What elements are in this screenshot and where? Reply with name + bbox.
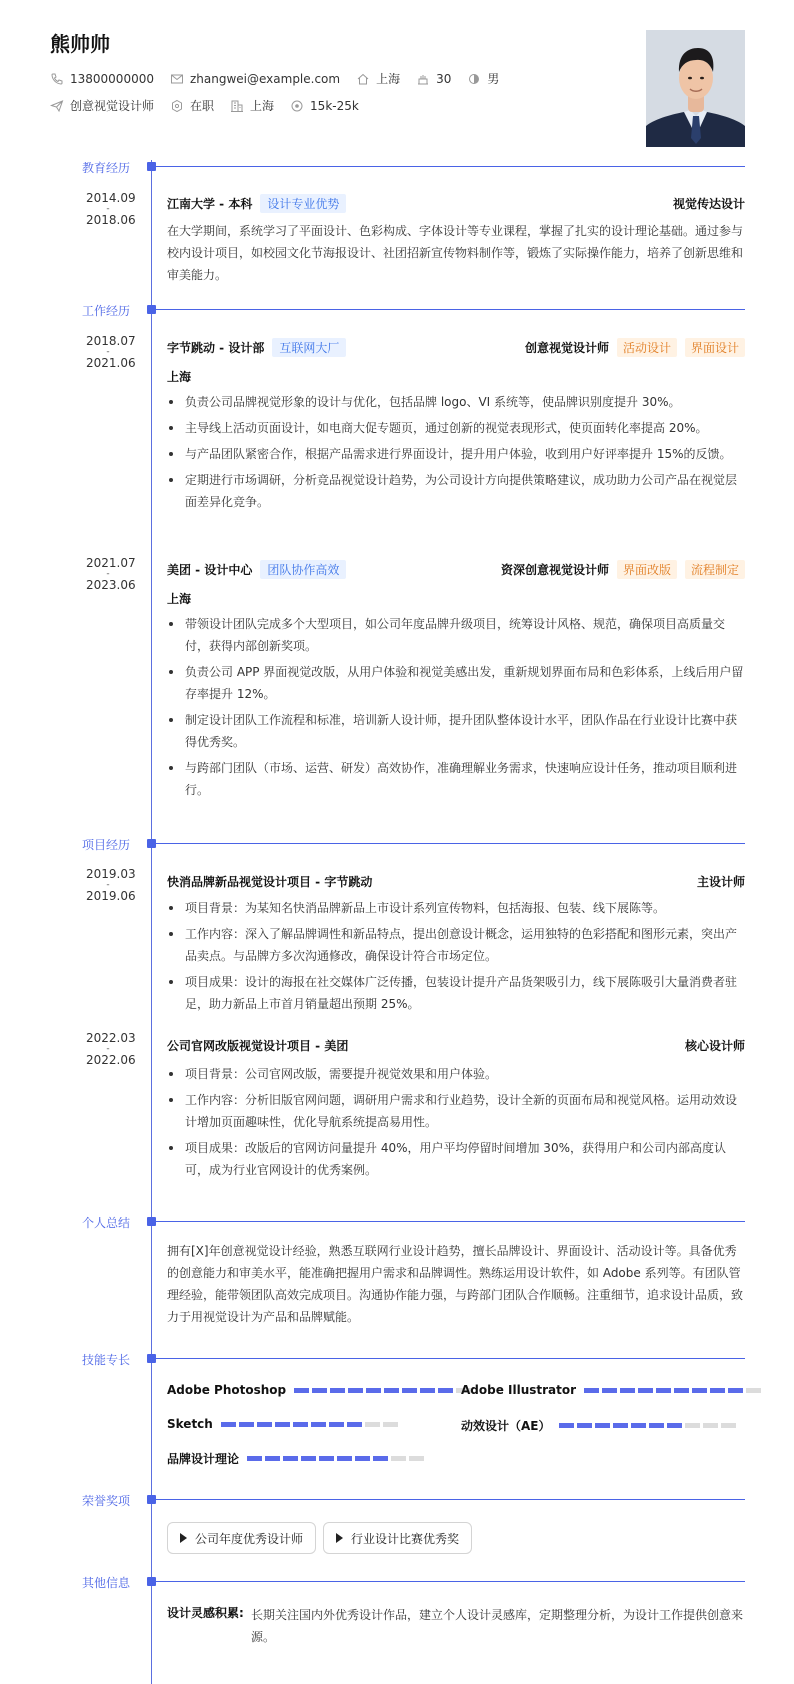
date-separator: - (106, 347, 110, 357)
candidate-name: 熊帅帅 (50, 32, 110, 56)
job-row (50, 97, 375, 114)
section-marker (147, 1577, 156, 1586)
school-name: 江南大学 - 本科 (167, 197, 253, 211)
section-divider (156, 1581, 745, 1582)
skill-level-segment (613, 1423, 628, 1428)
date-end: 2021.06 (86, 356, 136, 370)
section-divider (156, 309, 745, 310)
role-tag: 界面设计 (685, 338, 745, 357)
skill-level-segment (577, 1423, 592, 1428)
skill-level-segment (275, 1422, 290, 1427)
date-end: 2018.06 (86, 213, 136, 227)
work-date (86, 334, 136, 370)
work-city: 上海 (167, 370, 192, 384)
award-label: 公司年度优秀设计师 (195, 1531, 304, 1546)
skill-level-segment (438, 1388, 453, 1393)
date-end: 2022.06 (86, 1053, 136, 1067)
play-icon (336, 1533, 343, 1543)
list-item: 与产品团队紧密合作，根据产品需求进行界面设计，提升用户体验，收到用户好评率提升 15%的反馈。 (167, 443, 745, 465)
role-name: 创意视觉设计师 (524, 341, 609, 355)
skill-level-segment (365, 1422, 380, 1427)
list-item: 工作内容：深入了解品牌调性和新品特点，提出创意设计概念，运用独特的色彩搭配和图形元素，突出产品卖点。与品牌方多次沟通修改，确保设计符合市场定位。 (167, 923, 745, 967)
skill-level-segment (384, 1388, 399, 1393)
date-separator: - (106, 204, 110, 214)
section-marker (147, 839, 156, 848)
company-tag: 团队协作高效 (260, 560, 346, 579)
education-header (167, 194, 745, 213)
section-title-work: 工作经历 (82, 304, 131, 318)
skill-item (461, 1417, 739, 1434)
education-description: 在大学期间，系统学习了平面设计、色彩构成、字体设计等专业课程，掌握了扎实的设计理论基础。通过参与校内设计项目，如校园文化节海报设计、社团招新宣传物料制作等，锻炼了实际操作能力，培养了创新思维和审美能力。 (167, 224, 744, 282)
date-start: 2019.03 (86, 867, 136, 881)
list-item: 负责公司品牌视觉形象的设计与优化，包括品牌 logo、VI 系统等，使品牌识别度提升 30%。 (167, 391, 745, 413)
list-item: 项目成果：改版后的官网访问量提升 40%，用户平均停留时间增加 30%，获得用户和公司内部高度认可，成为行业官网设计的优秀案例。 (167, 1137, 745, 1181)
skill-level-segment (373, 1456, 388, 1461)
section-title-awards: 荣誉奖项 (82, 1494, 131, 1508)
phone-text: 13800000000 (70, 71, 154, 86)
date-separator: - (106, 880, 110, 890)
other-info-text: 长期关注国内外优秀设计作品，建立个人设计灵感库，定期整理分析，为设计工作提供创意来源。 (251, 1608, 744, 1644)
education-date (86, 191, 136, 227)
skill-level (247, 1456, 427, 1461)
date-end: 2019.06 (86, 889, 136, 903)
skill-level-segment (330, 1388, 345, 1393)
date-start: 2014.09 (86, 191, 136, 205)
status-text: 在职 (190, 99, 215, 113)
skill-level-segment (692, 1388, 707, 1393)
list-item: 项目背景：公司官网改版，需要提升视觉效果和用户体验。 (167, 1063, 745, 1085)
phone-info (50, 72, 154, 86)
job-info (50, 97, 154, 114)
skill-level-segment (685, 1423, 700, 1428)
skill-level-segment (329, 1422, 344, 1427)
role-name: 资深创意视觉设计师 (500, 563, 609, 577)
skill-level (294, 1388, 474, 1393)
section-title-summary: 个人总结 (82, 1216, 131, 1230)
work-date (86, 556, 136, 592)
job-title-text: 创意视觉设计师 (70, 99, 155, 113)
skill-level-segment (293, 1422, 308, 1427)
skill-level-segment (656, 1388, 671, 1393)
skill-level-segment (584, 1388, 599, 1393)
skill-level-segment (728, 1388, 743, 1393)
skill-item (461, 1383, 764, 1397)
company-name: 字节跳动 - 设计部 (167, 341, 265, 355)
age-text: 30 (436, 71, 452, 86)
age-icon (416, 72, 430, 86)
section-marker (147, 1217, 156, 1226)
section-title-other: 其他信息 (82, 1576, 131, 1590)
skill-level-segment (667, 1423, 682, 1428)
other-info-label: 设计灵感积累: (167, 1606, 244, 1620)
send-icon (50, 99, 64, 113)
profile-photo (646, 30, 745, 147)
skill-level (584, 1388, 764, 1393)
skill-level-segment (710, 1388, 725, 1393)
skill-level-segment (559, 1423, 574, 1428)
list-item: 项目背景：为某知名快消品牌新品上市设计系列宣传物料，包括海报、包装、线下展陈等。 (167, 897, 745, 919)
skill-name: 动效设计（AE） (461, 1419, 551, 1433)
date-end: 2023.06 (86, 578, 136, 592)
skill-item (167, 1417, 401, 1431)
skill-level-segment (319, 1456, 334, 1461)
salary-icon (290, 99, 304, 113)
home-icon (356, 72, 370, 86)
skill-level-segment (337, 1456, 352, 1461)
section-title-education: 教育经历 (82, 161, 131, 175)
list-item: 负责公司 APP 界面视觉改版，从用户体验和视觉美感出发，重新规划界面布局和色彩体系，上线后用户留存率提升 12%。 (167, 661, 745, 705)
project-bullets (167, 1063, 745, 1185)
award-chip[interactable] (167, 1522, 316, 1554)
age-info (416, 72, 451, 86)
project-title: 快消品牌新品视觉设计项目 - 字节跳动 (167, 875, 373, 889)
date-start: 2022.03 (86, 1031, 136, 1045)
list-item: 带领设计团队完成多个大型项目，如公司年度品牌升级项目，统筹设计风格、规范，确保项目高质量交付，获得内部创新奖项。 (167, 613, 745, 657)
skill-item (167, 1383, 474, 1397)
skill-level-segment (602, 1388, 617, 1393)
section-marker (147, 162, 156, 171)
company-tag: 互联网大厂 (272, 338, 346, 357)
skill-level-segment (383, 1422, 398, 1427)
location-text: 上海 (376, 72, 401, 86)
skill-level-segment (265, 1456, 280, 1461)
city-text: 上海 (250, 99, 275, 113)
skill-level-segment (391, 1456, 406, 1461)
email-text: zhangwei@example.com (189, 71, 341, 86)
list-item: 工作内容：分析旧版官网问题，调研用户需求和行业趋势，设计全新的页面布局和视觉风格。运用动效设计增加页面趣味性，优化导航系统提高易用性。 (167, 1089, 745, 1133)
skill-level-segment (257, 1422, 272, 1427)
skill-level-segment (355, 1456, 370, 1461)
skill-name: Sketch (167, 1417, 213, 1431)
list-item: 与跨部门团队（市场、运营、研发）高效协作，准确理解业务需求，快速响应设计任务，推动项目顺利进行。 (167, 757, 745, 801)
work-header (167, 338, 745, 357)
skill-level-segment (420, 1388, 435, 1393)
skill-level-segment (721, 1423, 736, 1428)
work-city: 上海 (167, 592, 192, 606)
skill-level-segment (283, 1456, 298, 1461)
major-name: 视觉传达设计 (672, 197, 745, 211)
skill-level-segment (311, 1422, 326, 1427)
skill-level-segment (620, 1388, 635, 1393)
work-bullets (167, 613, 745, 805)
contact-row (50, 70, 515, 87)
date-start: 2021.07 (86, 556, 136, 570)
section-title-projects: 项目经历 (82, 838, 131, 852)
skill-level (559, 1423, 739, 1428)
location-info (356, 70, 400, 87)
gender-icon (467, 72, 481, 86)
section-marker (147, 305, 156, 314)
award-chip[interactable] (323, 1522, 472, 1554)
list-item: 项目成果：设计的海报在社交媒体广泛传播，包装设计提升产品货架吸引力，线下展陈吸引大量消费者驻足，助力新品上市首月销量超出预期 25%。 (167, 971, 745, 1015)
gender-text: 男 (487, 72, 500, 86)
project-role: 核心设计师 (684, 1039, 745, 1053)
section-marker (147, 1354, 156, 1363)
skill-name: 品牌设计理论 (167, 1452, 240, 1466)
project-date (86, 867, 136, 903)
role-tag: 活动设计 (617, 338, 677, 357)
skill-level-segment (746, 1388, 761, 1393)
salary-info (290, 99, 359, 113)
list-item: 定期进行市场调研，分析竞品视觉设计趋势，为公司设计方向提供策略建议，成功助力公司产品在视觉层面差异化竞争。 (167, 469, 745, 513)
timeline-line (151, 160, 152, 1684)
mail-icon (170, 72, 184, 86)
project-title: 公司官网改版视觉设计项目 - 美团 (167, 1039, 349, 1053)
skill-level-segment (366, 1388, 381, 1393)
section-title-skills: 技能专长 (82, 1353, 131, 1367)
list-item: 制定设计团队工作流程和标准，培训新人设计师，提升团队整体设计水平，团队作品在行业设计比赛中获得优秀奖。 (167, 709, 745, 753)
section-divider (156, 1221, 745, 1222)
skill-name: Adobe Photoshop (167, 1383, 287, 1397)
role-tag: 流程制定 (685, 560, 745, 579)
project-date (86, 1031, 136, 1067)
skill-level-segment (595, 1423, 610, 1428)
status-icon (170, 99, 184, 113)
section-divider (156, 166, 745, 167)
status-info (170, 97, 214, 114)
skill-level-segment (703, 1423, 718, 1428)
role-tag: 界面改版 (617, 560, 677, 579)
list-item: 主导线上活动页面设计，如电商大促专题页，通过创新的视觉表现形式，使页面转化率提高 20%。 (167, 417, 745, 439)
skill-level-segment (221, 1422, 236, 1427)
skill-level-segment (649, 1423, 664, 1428)
skill-level-segment (239, 1422, 254, 1427)
skill-name: Adobe Illustrator (461, 1383, 577, 1397)
phone-icon (50, 72, 64, 86)
skill-level-segment (347, 1422, 362, 1427)
section-divider (156, 1358, 745, 1359)
building-icon (230, 99, 244, 113)
work-bullets (167, 391, 745, 517)
city-info (230, 97, 274, 114)
award-label: 行业设计比赛优秀奖 (351, 1531, 460, 1546)
project-header (167, 1037, 745, 1054)
skill-level-segment (409, 1456, 424, 1461)
education-tag: 设计专业优势 (260, 194, 346, 213)
project-bullets (167, 897, 745, 1019)
gender-info (467, 70, 499, 87)
skill-level-segment (674, 1388, 689, 1393)
date-separator: - (106, 1044, 110, 1054)
section-divider (156, 843, 745, 844)
skill-level-segment (312, 1388, 327, 1393)
email-info (170, 72, 340, 86)
skill-level-segment (402, 1388, 417, 1393)
section-marker (147, 1495, 156, 1504)
skill-level-segment (638, 1388, 653, 1393)
skill-level-segment (301, 1456, 316, 1461)
date-start: 2018.07 (86, 334, 136, 348)
section-divider (156, 1499, 745, 1500)
summary-text: 拥有[X]年创意视觉设计经验，熟悉互联网行业设计趋势，擅长品牌设计、界面设计、活动设计等。具备优秀的创意能力和审美水平，能准确把握用户需求和品牌调性。熟练运用设计软件，如 Adobe 系列等。有团队管理经验，能带领团队高效完成项目。沟通协作能力强，与跨部门团队合作顺畅。注重细节，追求设计品质，致力于用视觉设计为产品和品牌赋能。 (167, 1244, 744, 1324)
project-header (167, 873, 745, 890)
project-role: 主设计师 (696, 875, 745, 889)
work-header (167, 560, 745, 579)
skill-level-segment (348, 1388, 363, 1393)
skill-item (167, 1450, 427, 1467)
play-icon (180, 1533, 187, 1543)
skill-level-segment (631, 1423, 646, 1428)
skill-level-segment (247, 1456, 262, 1461)
skill-level (221, 1422, 401, 1427)
date-separator: - (106, 569, 110, 579)
company-name: 美团 - 设计中心 (167, 563, 253, 577)
skill-level-segment (294, 1388, 309, 1393)
salary-text: 15k-25k (310, 98, 359, 113)
